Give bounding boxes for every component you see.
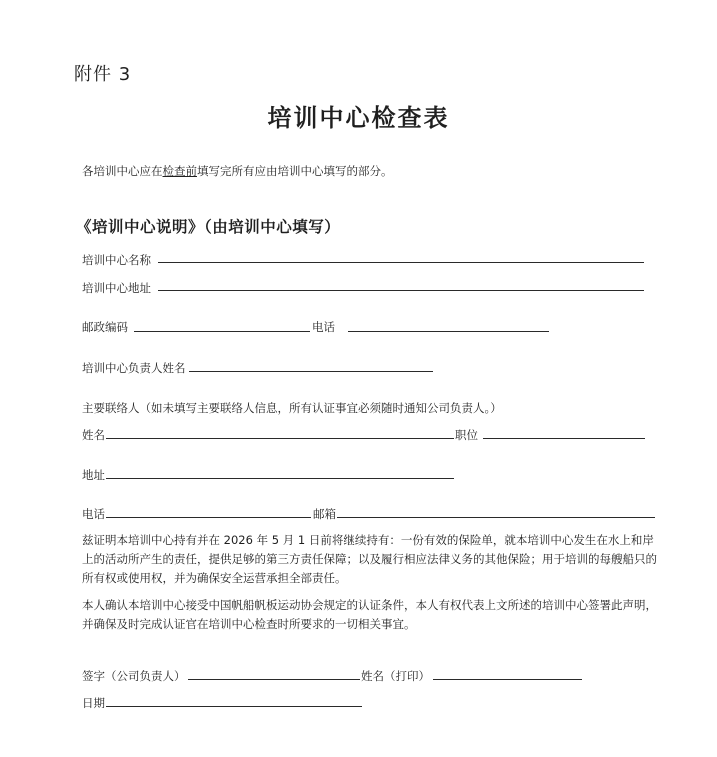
insurance-statement: 兹证明本培训中心持有并在 2026 年 5 月 1 日前将继续持有：一份有效的保险单，就本培训中心发生在水上和岸上的活动所产生的责任，提供足够的第三方责任保障；以及履行相应法律义务的其他保险；用于培训的每艘船只的所有权或使用权，并为确保安全运营承担全部责任。 [82, 533, 657, 585]
intro-underlined: 检查前 [162, 164, 197, 178]
section-heading: 《培训中心说明》（由培训中心填写） [76, 218, 341, 236]
email-label: 邮箱 [313, 507, 336, 521]
center-address-field[interactable] [158, 290, 644, 291]
position-label: 职位 [455, 428, 478, 442]
postal-code-field[interactable] [134, 331, 310, 332]
date-field[interactable] [106, 706, 362, 707]
intro-pre: 各培训中心应在 [82, 164, 163, 178]
contact-note: 主要联络人（如未填写主要联络人信息，所有认证事宜必须随时通知公司负责人。） [82, 401, 502, 415]
responsible-name-label: 培训中心负责人姓名 [82, 361, 186, 375]
intro-post: 填写完所有应由培训中心填写的部分。 [197, 164, 393, 178]
confirmation-statement: 本人确认本培训中心接受中国帆船帆板运动协会规定的认证条件，本人有权代表上文所述的培训中心签署此声明，并确保及时完成认证官在培训中心检查时所要求的一切相关事宜。 [82, 598, 657, 631]
email-field[interactable] [337, 517, 655, 518]
print-name-field[interactable] [433, 679, 582, 680]
intro-text [82, 163, 393, 179]
annex-label: 附件 3 [74, 64, 132, 85]
name-field[interactable] [106, 438, 454, 439]
date-label: 日期 [82, 696, 105, 710]
print-name-label: 姓名（打印） [361, 669, 430, 683]
phone1-field[interactable] [348, 331, 549, 332]
center-name-label: 培训中心名称 [82, 253, 151, 267]
address-label: 地址 [82, 468, 105, 482]
signature-label: 签字（公司负责人） [82, 669, 186, 683]
center-address-label: 培训中心地址 [82, 281, 151, 295]
phone1-label: 电话 [312, 320, 335, 334]
address-field[interactable] [106, 478, 454, 479]
responsible-name-field[interactable] [189, 371, 433, 372]
phone2-label: 电话 [82, 507, 105, 521]
phone2-field[interactable] [106, 517, 311, 518]
page-title: 培训中心检查表 [267, 104, 450, 132]
postal-code-label: 邮政编码 [82, 320, 128, 334]
signature-field[interactable] [188, 679, 360, 680]
position-field[interactable] [483, 438, 645, 439]
name-label: 姓名 [82, 428, 105, 442]
center-name-field[interactable] [158, 262, 644, 263]
